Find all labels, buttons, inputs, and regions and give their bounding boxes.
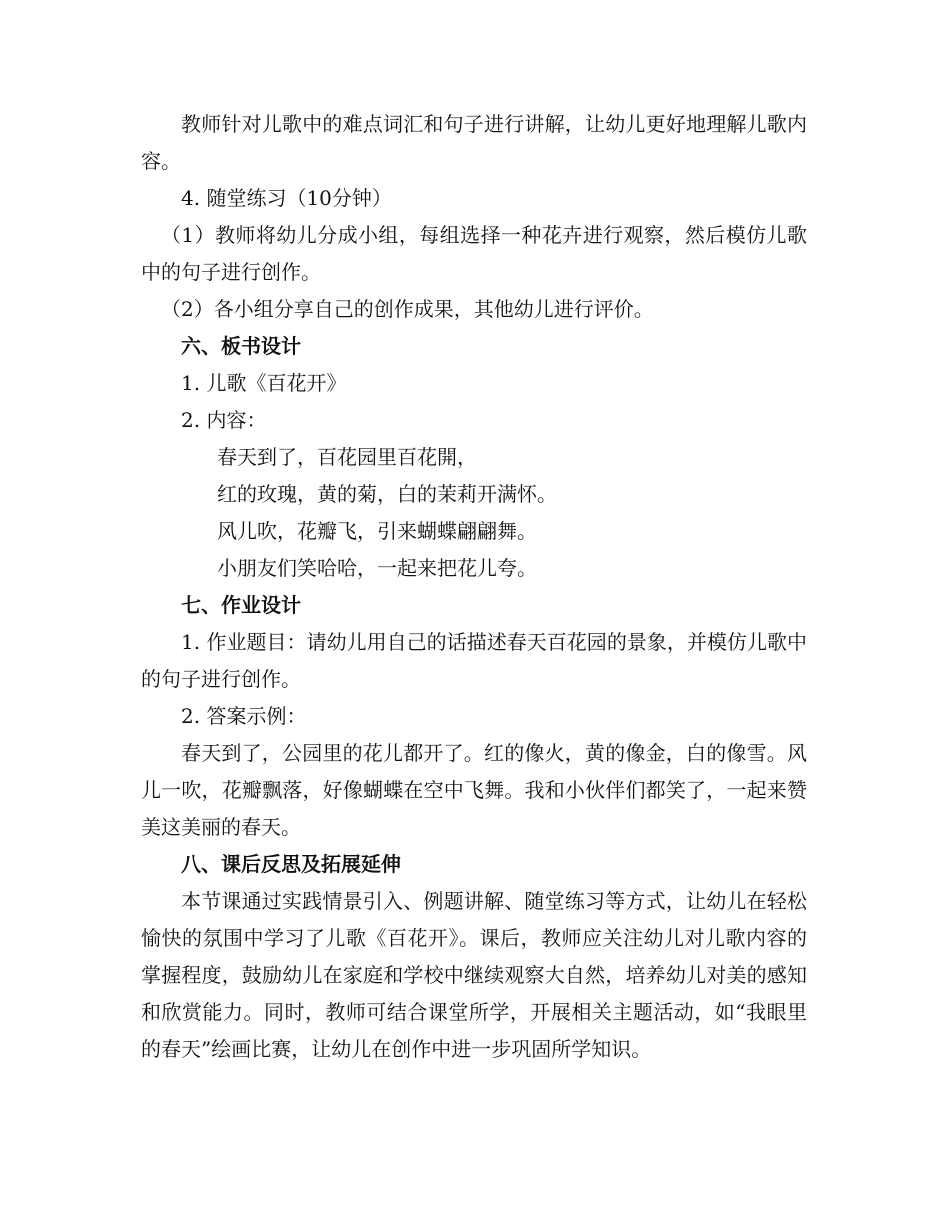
homework-answer-example: 春天到了，公园里的花儿都开了。红的像火，黄的像金，白的像雪。风儿一吹，花瓣飘落，好像蝴蝶在空中飞舞。我和小伙伴们都笑了，一起来赞美这美丽的春天。: [141, 741, 807, 839]
poem-line-3: 风儿吹，花瓣飞，引来蝴蝶翩翩舞。: [217, 519, 537, 543]
reflection-paragraph: 本节课通过实践情景引入、例题讲解、随堂练习等方式，让幼儿在轻松愉快的氛围中学习了儿歌《百花开》。课后，教师应关注幼儿对儿歌内容的掌握程度，鼓励幼儿在家庭和学校中继续观察大自然，培养幼儿对美的感知和欣赏能力。同时，教师可结合课堂所学，开展相关主题活动，如“我眼里的春天”绘画比赛，让幼儿在创作中进一步巩固所学知识。: [141, 889, 807, 1061]
homework-item-2: 2. 答案示例：: [181, 704, 307, 728]
section-heading-homework: 七、作业设计: [181, 593, 301, 617]
practice-item-1: （1）教师将幼儿分成小组，每组选择一种花卉进行观察，然后模仿儿歌中的句子进行创作。: [141, 223, 807, 284]
paragraph-difficult-words: 教师针对儿歌中的难点词汇和句子进行讲解，让幼儿更好地理解儿歌内容。: [141, 112, 807, 173]
poem-line-2: 红的玫瑰，黄的菊，白的茉莉开满怀。: [217, 482, 557, 506]
poem-line-1: 春天到了，百花园里百花開，: [217, 445, 477, 469]
step-4-practice: 4. 随堂练习（10分钟）: [181, 186, 392, 210]
homework-item-1: 1. 作业题目：请幼儿用自己的话描述春天百花园的景象，并模仿儿歌中的句子进行创作。: [141, 630, 807, 691]
practice-item-2: （2）各小组分享自己的创作成果，其他幼儿进行评价。: [161, 297, 654, 321]
section-heading-board-design: 六、板书设计: [181, 334, 301, 358]
board-item-1: 1. 儿歌《百花开》: [181, 371, 347, 395]
poem-line-4: 小朋友们笑哈哈，一起来把花儿夸。: [217, 556, 537, 580]
board-item-2: 2. 内容：: [181, 408, 267, 432]
document-content: [141, 106, 807, 1068]
section-heading-reflection: 八、课后反思及拓展延伸: [181, 852, 401, 876]
